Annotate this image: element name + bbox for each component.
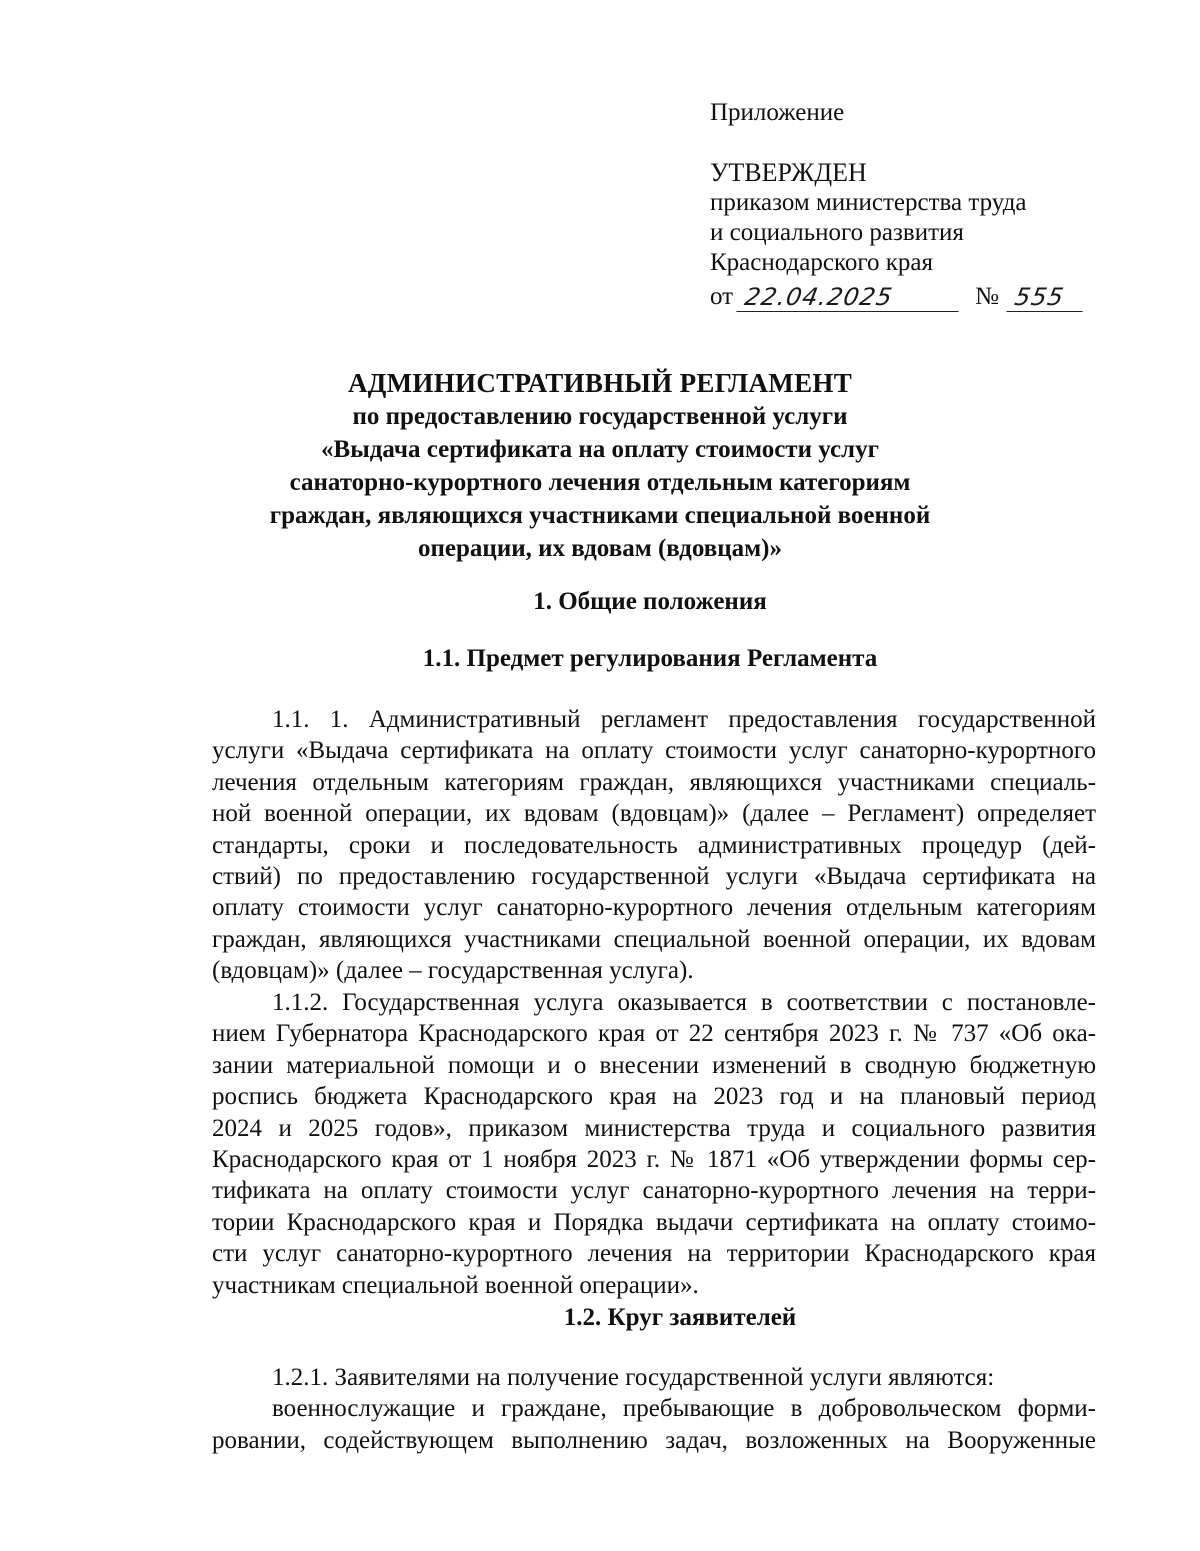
paragraph-1-1-1 [212, 704, 1096, 987]
approved-label: УТВЕРЖДЕН [710, 158, 867, 187]
text-line: лечения отдельным категориям граждан, являющихся участниками специаль- [212, 768, 1096, 796]
text-line: зании материальной помощи и о внесении изменений в сводную бюджетную [212, 1051, 1096, 1079]
text-line: 1.2.1. Заявителями на получение государственной услуги являются: [272, 1364, 995, 1391]
document-title [200, 366, 1000, 565]
handwritten-number: 555 [1006, 283, 1087, 312]
text-line: (вдовцам)» (далее – государственная услуга). [212, 957, 694, 985]
approval-line-3: Краснодарского края [710, 249, 933, 276]
text-line: тории Краснодарского края и Порядка выдачи сертификата на оплату стоимо- [212, 1208, 1096, 1236]
title-main: АДМИНИСТРАТИВНЫЙ РЕГЛАМЕНТ [347, 368, 853, 398]
text-line: участникам специальной военной операции». [212, 1271, 699, 1299]
text-line: сти услуг санаторно-курортного лечения на территории Краснодарского края [212, 1240, 1096, 1268]
text-line: 2024 и 2025 годов», приказом министерства труда и социального развития [212, 1114, 1096, 1142]
text-line: 1.1.2. Государственная услуга оказывается в соответствии с постановле- [272, 989, 1096, 1016]
title-line: операции, их вдовам (вдовцам)» [418, 535, 782, 562]
text-line: военнослужащие и граждане, пребывающие в добровольческом форми- [272, 1395, 1096, 1423]
paragraph-1-2-1 [212, 1362, 1096, 1456]
text-line: нием Губернатора Краснодарского края от 22 сентября 2023 г. № 737 «Об ока- [212, 1020, 1096, 1048]
section-1-2-heading: 1.2. Круг заявителей [563, 1304, 797, 1331]
text-line: оплату стоимости услуг санаторно-курортного лечения отдельным категориям [212, 894, 1096, 922]
text-line: граждан, являющихся участниками специальной военной операции, их вдовам [212, 925, 1096, 953]
number-sign: № [975, 283, 999, 310]
text-line: стандарты, сроки и последовательность административных процедур (дей- [212, 831, 1096, 859]
handwritten-date: 22.04.2025 [737, 283, 964, 312]
approval-line-1: приказом министерства труда [710, 189, 1027, 216]
date-prefix: от [710, 283, 734, 310]
approval-date-row [710, 278, 1090, 312]
text-line: услуги «Выдача сертификата на оплату стоимости услуг санаторно-курортного [212, 737, 1096, 765]
title-line: по предоставлению государственной услуги [352, 403, 848, 430]
appendix-label: Приложение [710, 99, 845, 126]
text-line: ровании, содействующем выполнению задач, возложенных на Вооруженные [212, 1426, 1096, 1454]
approval-block [710, 98, 1090, 312]
title-line: граждан, являющихся участниками специальной военной [269, 502, 931, 529]
text-line: ной военной операции, их вдовам (вдовцам)» (далее – Регламент) определяет [212, 800, 1096, 828]
section-1-1-heading: 1.1. Предмет регулирования Регламента [422, 645, 878, 672]
text-line: тификата на оплату стоимости услуг санаторно-курортного лечения на терри- [212, 1177, 1096, 1205]
text-line: ствий) по предоставлению государственной услуги «Выдача сертификата на [212, 862, 1096, 890]
paragraph-1-1-2 [212, 987, 1096, 1301]
text-line: роспись бюджета Краснодарского края на 2023 год и на плановый период [212, 1083, 1096, 1111]
title-line: санаторно-курортного лечения отдельным категориям [289, 469, 911, 496]
title-line: «Выдача сертификата на оплату стоимости услуг [321, 436, 879, 463]
text-line: Краснодарского края от 1 ноября 2023 г. № 1871 «Об утверждении формы сер- [212, 1145, 1096, 1173]
text-line: 1.1. 1. Административный регламент предоставления государственной [272, 706, 1096, 733]
section-1-heading: 1. Общие положения [533, 588, 767, 615]
approval-line-2: и социального развития [710, 219, 964, 246]
